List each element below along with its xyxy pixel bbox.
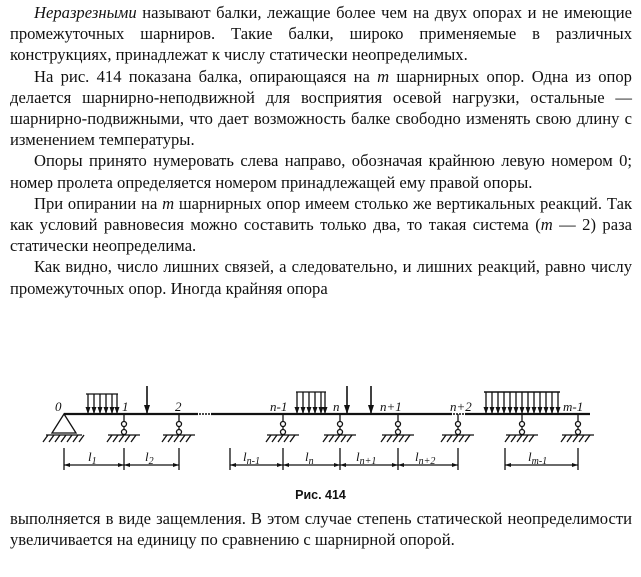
paragraph-2-before: На рис. 414 показана балка, опирающаяся на xyxy=(34,66,378,86)
paragraph-5 xyxy=(10,256,632,298)
support-label-1: 1 xyxy=(122,399,129,414)
paragraph-4-after: шарнирных опор имеем столько же вертикальных реакций. Так как условий равновесия можно составить только два, то такая система ( xyxy=(10,193,633,235)
span-label-l-m-1: $l_{m-1}$ xyxy=(528,449,548,467)
roller-support-1 xyxy=(107,414,140,442)
paragraph-2 xyxy=(10,66,632,151)
roller-support-end xyxy=(561,414,594,442)
fixed-pin-support-0 xyxy=(43,414,84,442)
support-label-0: 0 xyxy=(55,399,62,414)
variable-m: m xyxy=(162,193,175,213)
paragraph-3-text: Опоры принято нумеровать слева направо, обозначая крайнюю левую номером 0; номер пролета определяется номером принадлежащей ему правой опоры. xyxy=(10,151,632,192)
support-label-m-1: m-1 xyxy=(563,399,584,414)
support-label-n+2: n+2 xyxy=(450,399,472,414)
roller-support-n+2 xyxy=(441,414,474,442)
continuation-text xyxy=(10,508,632,550)
beam-diagram xyxy=(0,386,641,500)
paragraph-1 xyxy=(10,2,632,66)
paragraph-3 xyxy=(10,150,632,192)
roller-support-n xyxy=(323,414,356,442)
paragraph-4-after2: — 2) раза статически неопределима. xyxy=(10,215,632,256)
span-label-l-n+1: $l_{n+1}$ xyxy=(356,449,377,467)
span-label-l-n+2: $l_{n+2}$ xyxy=(415,449,436,467)
paragraph-1-text: называют балки, лежащие более чем на двух опорах и не имеющие промежуточных шарниров. Такие балки, широко применяемые в различных конструкциях, принадлежат к числу статически неопределимых. xyxy=(10,3,632,65)
paragraph-4-before: При опирании на xyxy=(34,193,163,213)
support-label-2: 2 xyxy=(175,399,182,414)
main-text xyxy=(10,2,632,299)
term-continuous-beams: Неразрезными xyxy=(34,3,137,22)
variable-m: m xyxy=(540,215,553,235)
paragraph-5-text: Как видно, число лишних связей, а следовательно, и лишних реакций, равно числу промежуточных опор. Иногда крайняя опора xyxy=(10,257,632,298)
roller-support-n-1 xyxy=(266,414,299,442)
span-label-l2: $l_2$ xyxy=(145,449,154,467)
figure-caption: Рис. 414 xyxy=(295,488,346,502)
support-label-n: n xyxy=(333,399,340,414)
support-label-n-1: n-1 xyxy=(270,399,288,414)
paragraph-6: выполняется в виде защемления. В этом случае степень статической неопределимости увеличивается на единицу по сравнению с шарнирной опорой. xyxy=(10,509,632,550)
support-label-n+1: n+1 xyxy=(380,399,402,414)
paragraph-2-after: шарнирных опор. Одна из опор делается шарнирно-неподвижной для восприятия осевой нагрузки, остальные — шарнирно-подвижными, что дает возможность балке свободно изменять свою длину с изменением температуры. xyxy=(10,66,632,150)
roller-support-n+1 xyxy=(381,414,414,442)
roller-support-m-1 xyxy=(505,414,538,442)
roller-support-2 xyxy=(162,414,195,442)
span-label-l-n-1: $l_{n-1}$ xyxy=(243,449,260,467)
span-label-l-n: $l_n$ xyxy=(305,449,314,467)
paragraph-4 xyxy=(10,193,632,257)
span-dimension-line xyxy=(64,448,578,470)
variable-m: m xyxy=(377,66,390,86)
span-label-l1: $l_1$ xyxy=(88,449,97,467)
